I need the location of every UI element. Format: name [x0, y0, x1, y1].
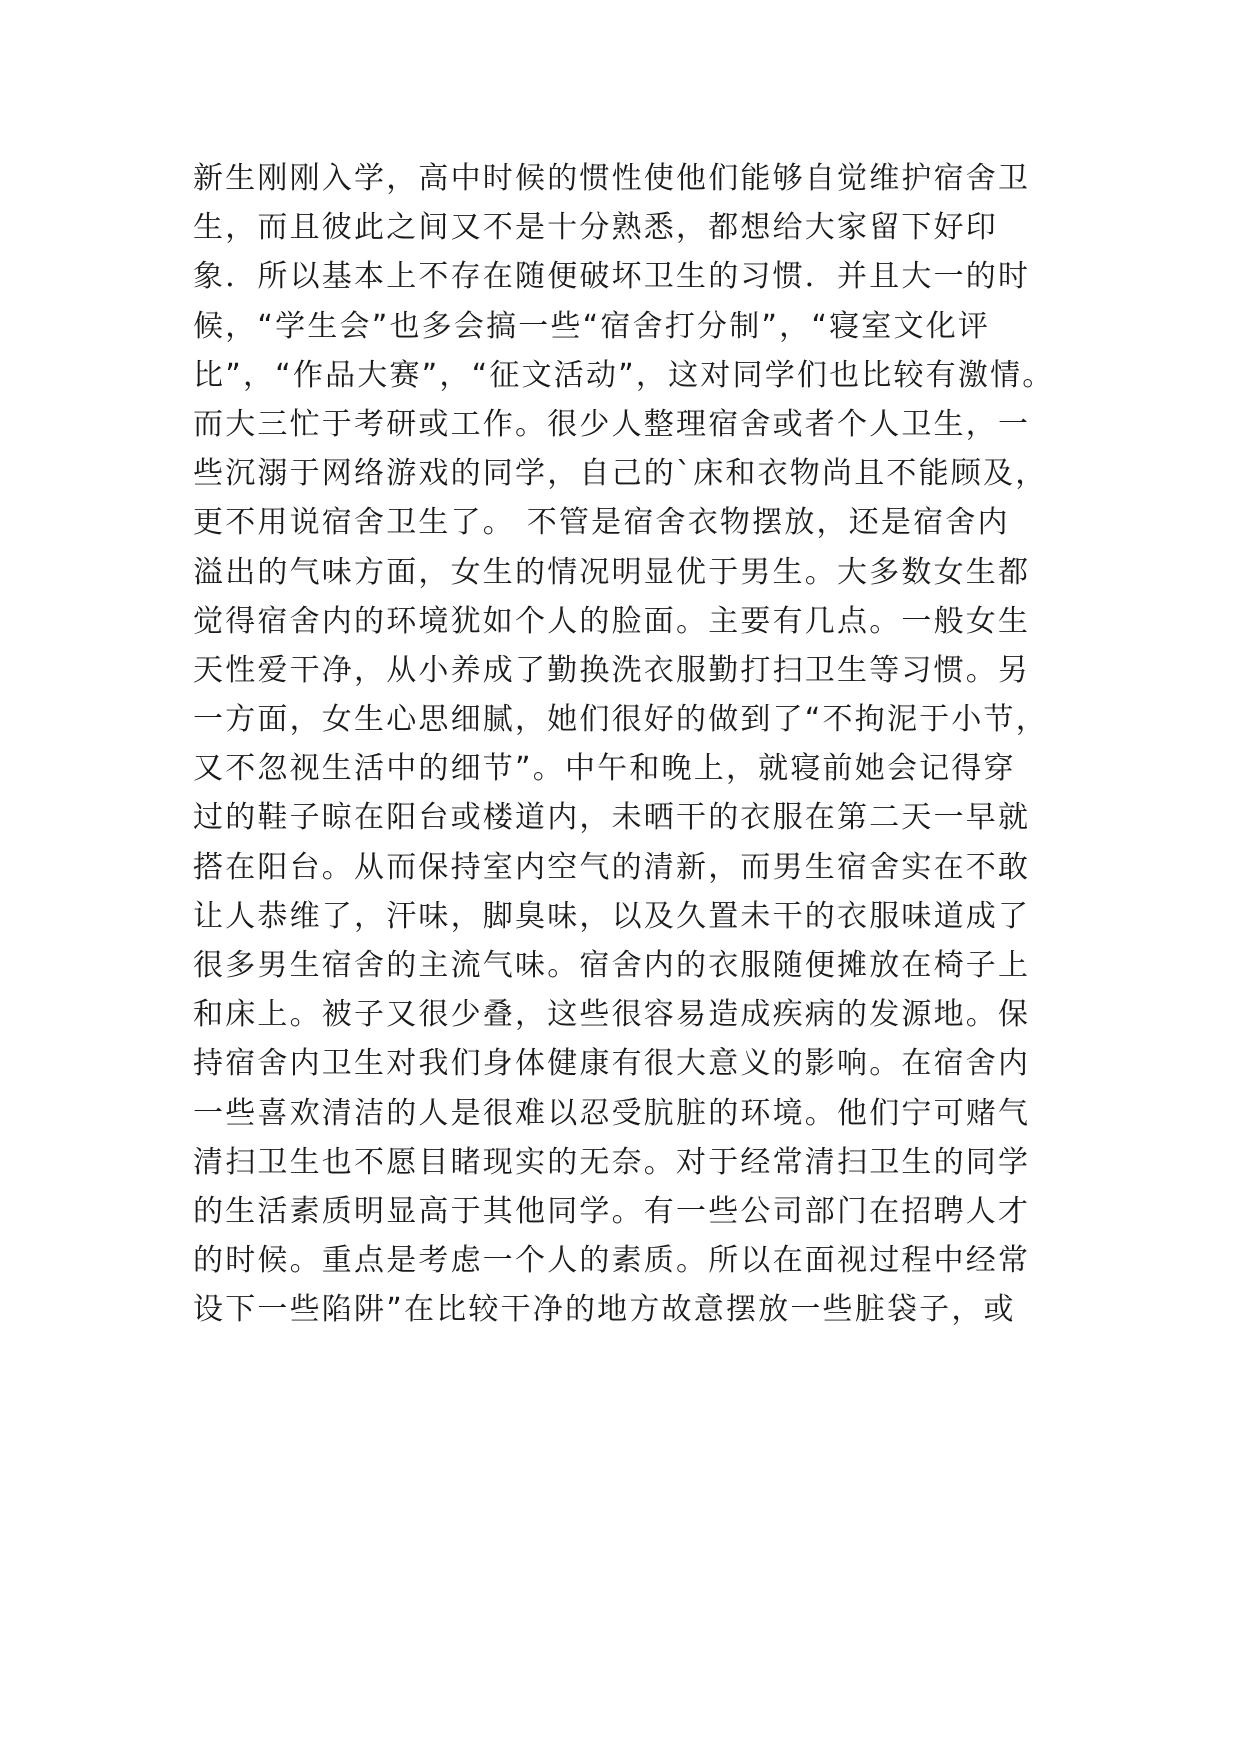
text-line: 生，而且彼此之间又不是十分熟悉，都想给大家留下好印	[193, 210, 998, 246]
text-line: 觉得宿舍内的环境犹如个人的脸面。主要有几点。一般女生	[193, 603, 1031, 639]
text-line: 一些喜欢清洁的人是很难以忍受肮脏的环境。他们宁可赌气	[193, 1095, 1031, 1131]
text-line: 象．所以基本上不存在随便破坏卫生的习惯．并且大一的时	[193, 259, 1031, 295]
text-line: 而大三忙于考研或工作。很少人整理宿舍或者个人卫生，一	[193, 406, 1031, 442]
text-line: 和床上。被子又很少叠，这些很容易造成疾病的发源地。保	[193, 997, 1031, 1033]
text-line: 又不忽视生活中的细节”。中午和晚上，就寝前她会记得穿	[193, 751, 1016, 787]
text-line: 搭在阳台。从而保持室内空气的清新，而男生宿舍实在不敢	[193, 849, 1031, 885]
text-line: 清扫卫生也不愿目睹现实的无奈。对于经常清扫卫生的同学	[193, 1144, 1031, 1180]
text-line: 让人恭维了，汗味，脚臭味，以及久置未干的衣服味道成了	[193, 898, 1031, 934]
text-line: 更不用说宿舍卫生了。 不管是宿舍衣物摆放，还是宿舍内	[193, 505, 1010, 541]
text-line: 的时候。重点是考虑一个人的素质。所以在面视过程中经常	[193, 1243, 1031, 1279]
text-line: 一方面，女生心思细腻，她们很好的做到了“不拘泥于小节，	[193, 702, 1048, 738]
text-line: 比”，“作品大赛”，“征文活动”，这对同学们也比较有激情。	[193, 357, 1055, 393]
text-line: 候，“学生会”也多会搞一些“宿舍打分制”，“寝室文化评	[193, 308, 991, 344]
text-line: 很多男生宿舍的主流气味。宿舍内的衣服随便摊放在椅子上	[193, 948, 1031, 983]
text-line: 天性爱干净，从小养成了勤换洗衣服勤打扫卫生等习惯。另	[193, 652, 1031, 688]
text-line: 溢出的气味方面，女生的情况明显优于男生。大多数女生都	[193, 554, 1031, 590]
text-line: 新生刚刚入学，高中时候的惯性使他们能够自觉维护宿舍卫	[193, 161, 1031, 196]
text-line: 设下一些陷阱”在比较干净的地方故意摆放一些脏袋子，或	[193, 1292, 1016, 1328]
text-line: 过的鞋子晾在阳台或楼道内，未晒干的衣服在第二天一早就	[193, 800, 1031, 836]
text-line: 些沉溺于网络游戏的同学，自己的`床和衣物尚且不能顾及，	[193, 456, 1048, 492]
text-line: 的生活素质明显高于其他同学。有一些公司部门在招聘人才	[193, 1193, 1031, 1229]
text-line: 持宿舍内卫生对我们身体健康有很大意义的影响。在宿舍内	[193, 1046, 1031, 1082]
body-text	[193, 154, 1073, 1335]
